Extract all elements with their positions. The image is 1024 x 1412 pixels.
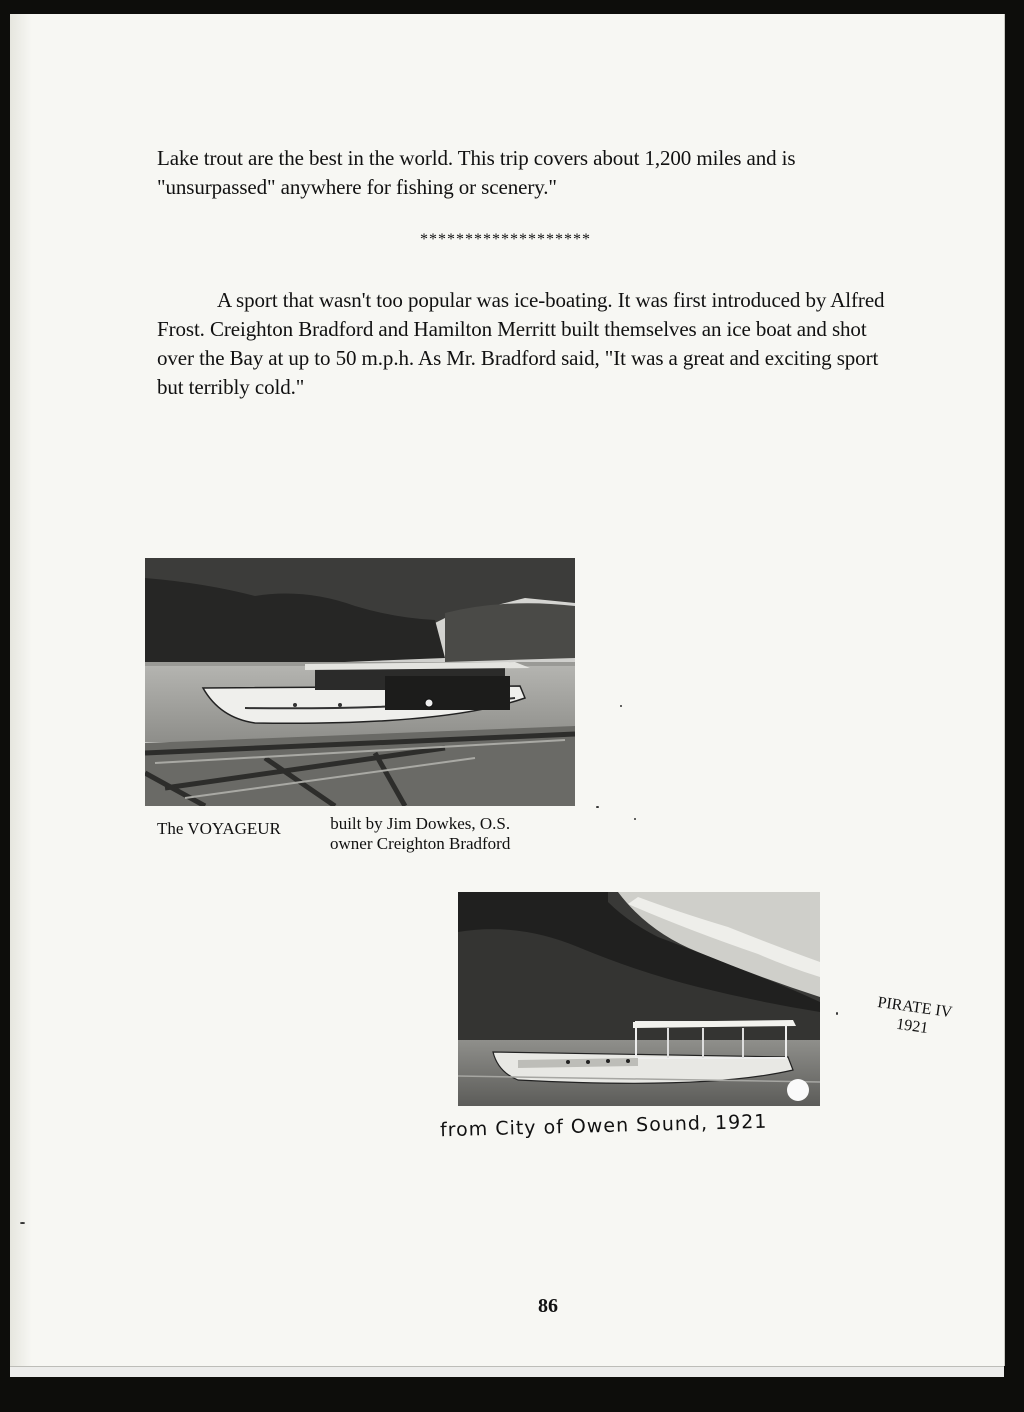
page-number: 86 xyxy=(538,1295,558,1317)
pirate-iv-photo xyxy=(458,892,820,1106)
voyageur-caption-name: The VOYAGEUR xyxy=(157,819,281,838)
voyageur-caption-owner: owner Creighton Bradford xyxy=(330,834,511,853)
print-speck xyxy=(20,1222,25,1224)
voyageur-photo-drawing xyxy=(145,558,575,806)
print-speck xyxy=(620,705,622,707)
voyageur-photo xyxy=(145,558,575,806)
print-speck xyxy=(836,1012,838,1015)
voyageur-caption-builder: built by Jim Dowkes, O.S. xyxy=(330,814,511,833)
pirate-iv-label-year: 1921 xyxy=(895,1015,930,1038)
pirate-iv-photo-drawing xyxy=(458,892,820,1106)
paragraph-lake-trout: Lake trout are the best in the world. This trip covers about 1,200 miles and is "unsurpassed" anywhere for fishing or scenery." xyxy=(157,146,796,199)
paragraph-ice-boating-text: A sport that wasn't too popular was ice-boating. It was first introduced by Alfred Frost. Creighton Bradford and Hamilton Merritt built themselves an ice boat and shot over the Bay at up to 50 m.p.h. As Mr. Bradford said, "It was a great and exciting sport but terribly cold." xyxy=(157,288,885,399)
page-gutter-shadow xyxy=(10,14,32,1366)
print-speck xyxy=(596,806,599,808)
print-speck xyxy=(634,818,636,820)
handwritten-source-note: from City of Owen Sound, 1921 xyxy=(439,1110,768,1142)
page-stack-edge xyxy=(10,1366,1004,1377)
section-separator: ******************* xyxy=(420,231,591,248)
pirate-iv-label-name: PIRATE IV xyxy=(876,993,954,1022)
paragraph-ice-boating xyxy=(157,286,897,402)
voyageur-caption-details xyxy=(330,814,510,854)
